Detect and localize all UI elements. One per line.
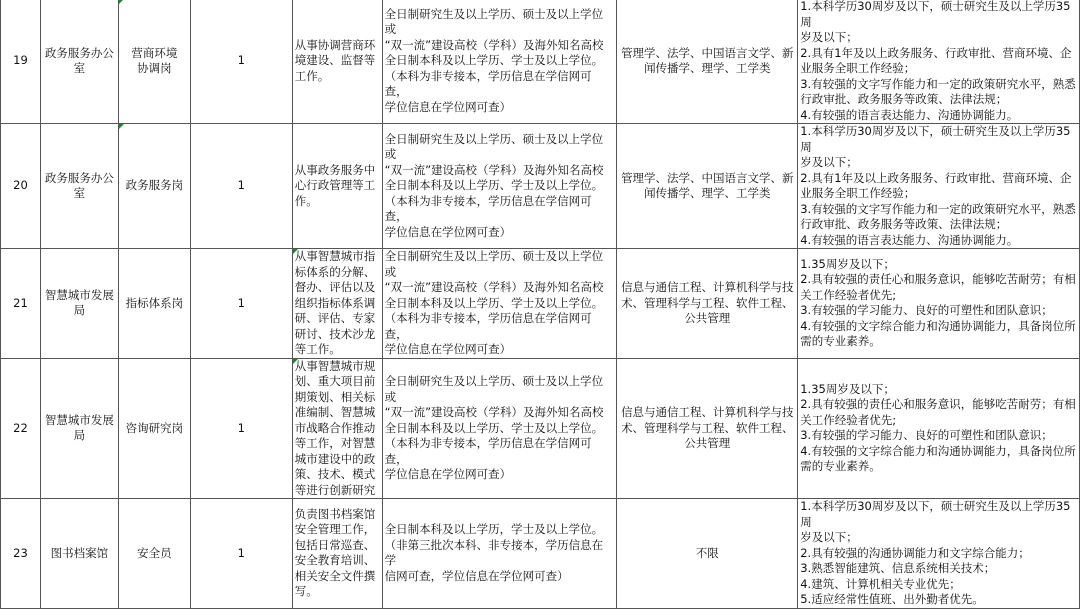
- cell-requirements[interactable]: 1.本科学历30周岁及以下，硕士研究生及以上学历35周 岁及以下； 2.具有1年及以上政务服务、行政审批、营商环境、企 业服务全职工作经验； 3.有较强的文字写作能力和一定的政策研究水平，熟悉 行政审批、政务服务等政策、法律法规； 4.有较强的语言表达能力、沟通协调能力。: [798, 0, 1080, 124]
- cell-duty[interactable]: 从事协调营商环 境建设、监督等 工作。: [292, 0, 382, 124]
- cell-requirements[interactable]: 1.35周岁及以下； 2.具有较强的责任心和服务意识，能够吃苦耐劳；有相 关工作经验者优先; 3.有较强的学习能力、良好的可塑性和团队意识； 4.有较强的文字综合能力和沟通协调能力，具备岗位所 需的专业素养。: [798, 358, 1080, 499]
- table-row: [1, 0, 1080, 124]
- table-row: [1, 358, 1080, 499]
- cell-department[interactable]: 图书档案馆: [40, 499, 118, 609]
- cell-position[interactable]: 咨询研究岗: [118, 358, 190, 499]
- cell-education[interactable]: 全日制研究生及以上学历、硕士及以上学位或 “双一流”建设高校（学科）及海外知名高校 全日制本科及以上学历、学士及以上学位。 （本科为非专接本，学历信息在学信网可查， 学位信息在学位网可查）: [382, 249, 617, 359]
- cell-department[interactable]: 政务服务办公 室: [40, 0, 118, 124]
- cell-position[interactable]: 指标体系岗: [118, 249, 190, 359]
- cell-index[interactable]: 19: [1, 0, 41, 124]
- table-row: [1, 124, 1080, 249]
- cell-position[interactable]: 营商环境 协调岗: [118, 0, 190, 124]
- cell-department[interactable]: 政务服务办公 室: [40, 124, 118, 249]
- cell-education[interactable]: 全日制研究生及以上学历、硕士及以上学位或 “双一流”建设高校（学科）及海外知名高校 全日制本科及以上学历、学士及以上学位。 （本科为非专接本，学历信息在学信网可查， 学位信息在学位网可查）: [382, 0, 617, 124]
- cell-major[interactable]: 信息与通信工程、计算机科学与技 术、管理科学与工程、软件工程、 公共管理: [617, 358, 798, 499]
- cell-count[interactable]: 1: [190, 124, 292, 249]
- cell-position[interactable]: 政务服务岗: [118, 124, 190, 249]
- cell-requirements[interactable]: 1.本科学历30周岁及以下，硕士研究生及以上学历35周 岁及以下； 2.具有较强的沟通协调能力和文字综合能力； 3.熟悉智能建筑、信息系统相关技术； 4.建筑、计算机相关专业优先； 5.适应经常性值班、出外勤者优先。: [798, 499, 1080, 609]
- cell-duty[interactable]: 从事政务服务中 心行政管理等工 作。: [292, 124, 382, 249]
- cell-count[interactable]: 1: [190, 0, 292, 124]
- cell-count[interactable]: 1: [190, 249, 292, 359]
- cell-major[interactable]: 管理学、法学、中国语言文学、新 闻传播学、理学、工学类: [617, 0, 798, 124]
- cell-count[interactable]: 1: [190, 499, 292, 609]
- cell-duty[interactable]: 从事智慧城市指 标体系的分解、 督办、评估以及 组织指标体系调 研、评估、专家 研讨、技术沙龙 等工作。: [292, 249, 382, 359]
- cell-index[interactable]: 21: [1, 249, 41, 359]
- cell-requirements[interactable]: 1.本科学历30周岁及以下，硕士研究生及以上学历35周 岁及以下； 2.具有1年及以上政务服务、行政审批、营商环境、企 业服务全职工作经验； 3.有较强的文字写作能力和一定的政策研究水平，熟悉 行政审批、政务服务等政策、法律法规； 4.有较强的语言表达能力、沟通协调能力。: [798, 124, 1080, 249]
- cell-major[interactable]: 管理学、法学、中国语言文学、新 闻传播学、理学、工学类: [617, 124, 798, 249]
- cell-position[interactable]: 安全员: [118, 499, 190, 609]
- cell-education[interactable]: 全日制本科及以上学历，学士及以上学位。 （非第三批次本科、非专接本，学历信息在学 信网可查，学位信息在学位网可查）: [382, 499, 617, 609]
- table-row: [1, 499, 1080, 609]
- cell-duty[interactable]: 从事智慧城市规 划、重大项目前 期策划、相关标 准编制、智慧城 市战略合作推动 等工作，对智慧 城市建设中的政 策、技术、模式 等进行创新研究: [292, 358, 382, 499]
- cell-duty[interactable]: 负责图书档案馆 安全管理工作， 包括日常巡查、 安全教育培训、 相关安全文件撰 写。: [292, 499, 382, 609]
- cell-index[interactable]: 22: [1, 358, 41, 499]
- table-row: [1, 249, 1080, 359]
- cell-education[interactable]: 全日制研究生及以上学历、硕士及以上学位或 “双一流”建设高校（学科）及海外知名高校 全日制本科及以上学历、学士及以上学位。 （本科为非专接本，学历信息在学信网可查， 学位信息在学位网可查）: [382, 358, 617, 499]
- cell-major[interactable]: 信息与通信工程、计算机科学与技 术、管理科学与工程、软件工程、 公共管理: [617, 249, 798, 359]
- cell-department[interactable]: 智慧城市发展 局: [40, 358, 118, 499]
- cell-requirements[interactable]: 1.35周岁及以下； 2.具有较强的责任心和服务意识，能够吃苦耐劳；有相 关工作经验者优先; 3.有较强的学习能力、良好的可塑性和团队意识； 4.有较强的文字综合能力和沟通协调能力，具备岗位所 需的专业素养。: [798, 249, 1080, 359]
- cell-education[interactable]: 全日制研究生及以上学历、硕士及以上学位或 “双一流”建设高校（学科）及海外知名高校 全日制本科及以上学历、学士及以上学位。 （本科为非专接本，学历信息在学信网可查， 学位信息在学位网可查）: [382, 124, 617, 249]
- cell-index[interactable]: 20: [1, 124, 41, 249]
- cell-department[interactable]: 智慧城市发展 局: [40, 249, 118, 359]
- cell-count[interactable]: 1: [190, 358, 292, 499]
- cell-major[interactable]: 不限: [617, 499, 798, 609]
- cell-index[interactable]: 23: [1, 499, 41, 609]
